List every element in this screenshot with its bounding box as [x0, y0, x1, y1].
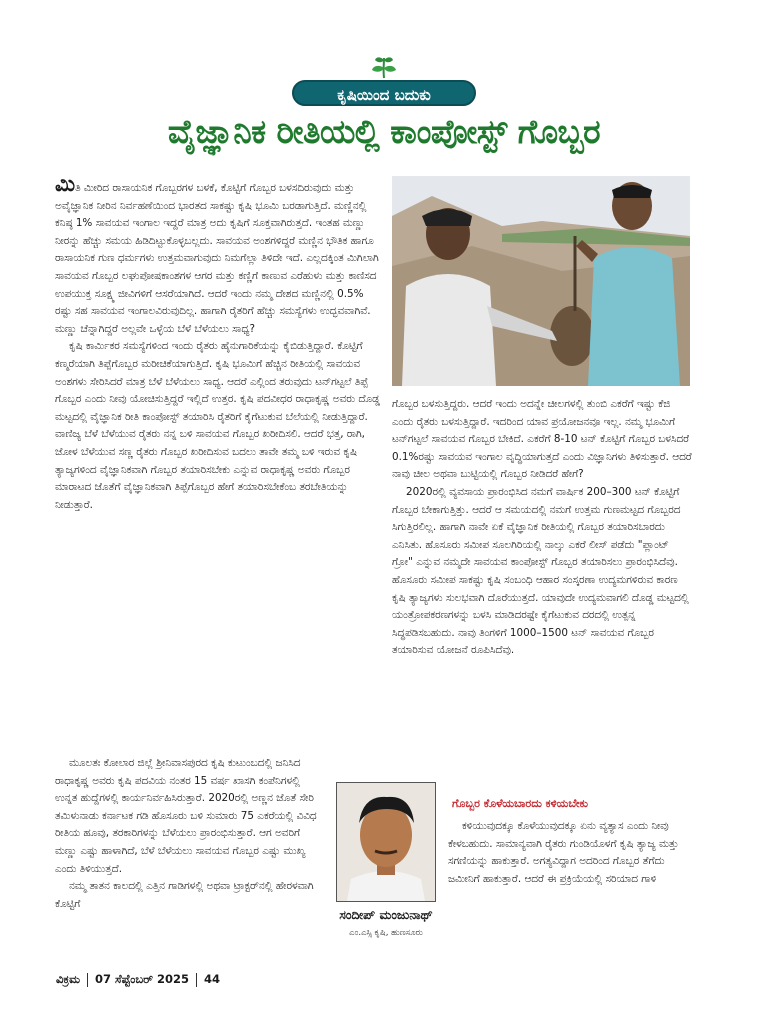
- article-paragraph: ಮೂಲತಃ ಕೋಲಾರ ಜಿಲ್ಲೆ ಶ್ರೀನಿವಾಸಪುರದ ಕೃಷಿ ಕುಟುಂಬದಲ್ಲಿ ಜನಿಸಿದ ರಾಧಾಕೃಷ್ಣ ಅವರು ಕೃಷಿ ಪದವಿಯ ನಂತರ 15 ವರ್ಷ ಖಾಸಗಿ ಕಂಪೆನಿಗಳಲ್ಲಿ ಉನ್ನತ ಹುದ್ದೆಗಳಲ್ಲಿ ಕಾರ್ಯನಿರ್ವಹಿಸಿರುತ್ತಾರೆ. 2020ರಲ್ಲಿ ಅಣ್ಣನ ಜೊತೆ ಸೇರಿ ತಮಿಳುನಾಡು ಕರ್ನಾಟಕ ಗಡಿ ಹೊಸೂರು ಬಳಿ ಸುಮಾರು 75 ಎಕರೆಯಲ್ಲಿ ವಿವಿಧ ರೀತಿಯ ಹೂವು, ತರಕಾರಿಗಳನ್ನು ಬೆಳೆಯಲು ಪ್ರಾರಂಭಿಸುತ್ತಾರೆ. ಆಗ ಅವರಿಗೆ ಮಣ್ಣು ಎಷ್ಟು ಹಾಳಾಗಿದೆ, ಬೆಳೆ ಬೆಳೆಯಲು ಸಾವಯವ ಗೊಬ್ಬರ ಎಷ್ಟು ಮುಖ್ಯ ಎಂದು ತಿಳಿಯುತ್ತದೆ.: [55, 757, 317, 875]
- article-paragraph: ಕೃಷಿ ಕಾರ್ಮಿಕರ ಸಮಸ್ಯೆಗಳಿಂದ ಇಂದು ರೈತರು ಹೈನುಗಾರಿಕೆಯನ್ನು ಕೈಬಿಡುತ್ತಿದ್ದಾರೆ. ಕೊಟ್ಟಿಗೆ ಕಣ್ಮರೆಯಾಗಿ ತಿಪ್ಪೆಗೊಬ್ಬರ ಮರೀಚಿಕೆಯಾಗುತ್ತಿದೆ. ಕೃಷಿ ಭೂಮಿಗೆ ಹೆಚ್ಚಿನ ರೀತಿಯಲ್ಲಿ ಸಾವಯವ ಅಂಶಗಳು ಸೇರಿಸಿದರೆ ಮಾತ್ರ ಬೆಳೆ ಬೆಳೆಯಲು ಸಾಧ್ಯ. ಆದರೆ ಎಲ್ಲಿಂದ ತರುವುದು ಟನ್‌ಗಟ್ಟಲೆ ತಿಪ್ಪೆ ಗೊಬ್ಬರ ಎಂದು ನೀವು ಯೋಚಿಸುತ್ತಿದ್ದರೆ ಇಲ್ಲಿದೆ ಉತ್ತರ. ಕೃಷಿ ಪದವೀಧರ ರಾಧಾಕೃಷ್ಣ ಅವರು ದೊಡ್ಡ ಮಟ್ಟದಲ್ಲಿ ವೈಜ್ಞಾನಿಕ ರೀತಿ ಕಾಂಪೋಸ್ಟ್ ತಯಾರಿಸಿ ರೈತರಿಗೆ ಕೈಗೆಟುಕುವ ಬೆಲೆಯಲ್ಲಿ ನೀಡುತ್ತಿದ್ದಾರೆ. ವಾಣಿಜ್ಯ ಬೆಳೆ ಬೆಳೆಯುವ ರೈತರು ನನ್ನ ಬಳಿ ಸಾವಯವ ಗೊಬ್ಬರ ಖರೀದಿಸಲಿ. ಆದರೆ ಭತ್ತ, ರಾಗಿ, ಜೋಳ ಬೆಳೆಯುವ ಸಣ್ಣ ರೈತರು ಗೊಬ್ಬರ ಖರೀದಿಸುವ ಬದಲು ತಾವೇ ತಮ್ಮ ಬಳಿ ಇರುವ ಕೃಷಿ ತ್ಯಾಜ್ಯಗಳಿಂದ ವೈಜ್ಞಾನಿಕವಾಗಿ ಗೊಬ್ಬರ ತಯಾರಿಸಬೇಕು ಎನ್ನುವ ರಾಧಾಕೃಷ್ಣ ಅವರು ಗೊಬ್ಬರ ಮಾರಾಟದ ಜೊತೆಗೆ ವೈಜ್ಞಾನಿಕವಾಗಿ ತಿಪ್ಪೆಗೊಬ್ಬರ ಹೇಗೆ ತಯಾರಿಸಬೇಕೆಂಬ ತರಬೇತಿಯನ್ನು ನೀಡುತ್ತಾರೆ.: [55, 340, 380, 511]
- article-right-column-bottom: [448, 818, 694, 888]
- page-number: 44: [204, 972, 221, 986]
- article-paragraph: ನಮ್ಮ ತಾತನ ಕಾಲದಲ್ಲಿ ಎತ್ತಿನ ಗಾಡಿಗಳಲ್ಲಿ ಅಥವಾ ಟ್ರಾಕ್ಟರ್‌ನಲ್ಲಿ ಹೇರಳವಾಗಿ ಕೊಟ್ಟಿಗೆ: [55, 880, 314, 910]
- footer-divider: [196, 973, 197, 987]
- magazine-name: ವಿಕ್ರಮ: [56, 972, 81, 986]
- article-right-column-top: [392, 396, 692, 660]
- footer-divider: [87, 973, 88, 987]
- farmers-image: [392, 176, 690, 386]
- drop-cap: ಮಿ: [55, 172, 76, 196]
- page-footer: [56, 972, 220, 987]
- section-badge: ಕೃಷಿಯಿಂದ ಬದುಕು: [292, 80, 476, 106]
- article-paragraph: ಮಿತಿ ಮೀರಿದ ರಾಸಾಯನಿಕ ಗೊಬ್ಬರಗಳ ಬಳಕೆ, ಕೊಟ್ಟಿಗೆ ಗೊಬ್ಬರ ಬಳಸದಿರುವುದು ಮತ್ತು ಅವೈಜ್ಞಾನಿಕ ನೀರಿನ ನಿರ್ವಹಣೆಯಿಂದ ಭಾರತದ ಸಾಕಷ್ಟು ಕೃಷಿ ಭೂಮಿ ಬರಡಾಗುತ್ತಿದೆ. ಮಣ್ಣಿನಲ್ಲಿ ಕನಿಷ್ಠ 1% ಸಾವಯವ ಇಂಗಾಲ ಇದ್ದರೆ ಮಾತ್ರ ಅದು ಕೃಷಿಗೆ ಸೂಕ್ತವಾಗಿರುತ್ತದೆ. ಇಂತಹ ಮಣ್ಣು ನೀರನ್ನು ಹೆಚ್ಚು ಸಮಯ ಹಿಡಿದಿಟ್ಟುಕೊಳ್ಳಬಲ್ಲದು. ಸಾವಯವ ಅಂಶಗಳಿದ್ದರೆ ಮಣ್ಣಿನ ಭೌತಿಕ ಹಾಗೂ ರಾಸಾಯನಿಕ ಗುಣ ಧರ್ಮಗಳು ಉತ್ತಮವಾಗುವುದು ನಿಮಗೆಲ್ಲಾ ತಿಳಿದೇ ಇದೆ. ಎಲ್ಲದಕ್ಕಿಂತ ಮಿಗಿಲಾಗಿ ಸಾವಯವ ಗೊಬ್ಬರ ಲಘುಪೋಷಕಾಂಶಗಳ ಆಗರ ಮತ್ತು ಕಣ್ಣಿಗೆ ಕಾಣುವ ಎರೆಹುಳು ಮತ್ತು ಕಾಣಿಸದ ಉಪಯುಕ್ತ ಸೂಕ್ಷ್ಮ ಜೀವಿಗಳಿಗೆ ಆಸರೆಯಾಗಿದೆ. ಆದರೆ ಇಂದು ನಮ್ಮ ದೇಶದ ಮಣ್ಣಿನಲ್ಲಿ 0.5% ರಷ್ಟು ಸಹ ಸಾವಯವ ಇಂಗಾಲವಿರುವುದಿಲ್ಲ. ಹಾಗಾಗಿ ರೈತರಿಗೆ ಹೆಚ್ಚು ಸಮಸ್ಯೆಗಳು ಉದ್ಭವವಾಗಿವೆ. ಮಣ್ಣು ಚೆನ್ನಾಗಿದ್ದರೆ ಅಲ್ಲವೇ ಒಳ್ಳೆಯ ಬೆಳೆ ಬೆಳೆಯಲು ಸಾಧ್ಯ?: [55, 172, 379, 335]
- article-paragraph: ಗೊಬ್ಬರ ಬಳಸುತ್ತಿದ್ದರು. ಆದರೆ ಇಂದು ಅದನ್ನೇ ಚೀಲಗಳಲ್ಲಿ ತುಂಬಿ ಎಕರೆಗೆ ಇಷ್ಟು ಕೆಜಿ ಎಂದು ರೈತರು ಬಳಸುತ್ತಿದ್ದಾರೆ. ಇದರಿಂದ ಯಾವ ಪ್ರಯೋಜನವೂ ಇಲ್ಲ. ನಮ್ಮ ಭೂಮಿಗೆ ಟನ್‌ಗಟ್ಟಲೆ ಸಾವಯವ ಗೊಬ್ಬರ ಬೇಕಿದೆ. ಎಕರೆಗೆ 8-10 ಟನ್ ಕೊಟ್ಟಿಗೆ ಗೊಬ್ಬರ ಬಳಸಿದರೆ 0.1%ರಷ್ಟು ಸಾವಯವ ಇಂಗಾಲ ವೃದ್ಧಿಯಾಗುತ್ತದೆ ಎಂದು ವಿಜ್ಞಾನಿಗಳು ತಿಳಿಸುತ್ತಾರೆ. ಆದರೆ ನಾವು ಚೀಲ ಅಥವಾ ಬುಟ್ಟಿಯಲ್ಲಿ ಗೊಬ್ಬರ ನೀಡಿದರೆ ಹೇಗೆ?: [392, 398, 692, 481]
- author-portrait: [336, 782, 436, 902]
- article-paragraph: 2020ರಲ್ಲಿ ವ್ಯವಸಾಯ ಪ್ರಾರಂಭಿಸಿದ ನಮಗೆ ವಾರ್ಷಿಕ 200–300 ಟನ್ ಕೊಟ್ಟಿಗೆ ಗೊಬ್ಬರ ಬೇಕಾಗುತ್ತಿತ್ತು. ಆದರೆ ಆ ಸಮಯದಲ್ಲಿ ನಮಗೆ ಉತ್ತಮ ಗುಣಮಟ್ಟದ ಗೊಬ್ಬರದ ಸಿಗುತ್ತಿರಲಿಲ್ಲ. ಹಾಗಾಗಿ ನಾವೇ ಏಕೆ ವೈಜ್ಞಾನಿಕ ರೀತಿಯಲ್ಲಿ ಗೊಬ್ಬರ ತಯಾರಿಸಬಾರದು ಎನಿಸಿತು. ಹೊಸೂರು ಸಮೀಪ ಸೂಲಗಿರಿಯಲ್ಲಿ ನಾಲ್ಕು ಎಕರೆ ಲೀಸ್ ಪಡೆದು "ಪ್ಲಾಂಟ್ ಗ್ರೋ" ಎನ್ನುವ ನಮ್ಮದೇ ಸಾವಯವ ಕಾಂಪೋಸ್ಟ್ ಗೊಬ್ಬರ ತಯಾರಿಸಲು ಪ್ರಾರಂಭಿಸಿದೆವು. ಹೊಸೂರು ಸಮೀಪ ಸಾಕಷ್ಟು ಕೃಷಿ ಸಂಬಂಧಿ ಆಹಾರ ಸಂಸ್ಕರಣಾ ಉದ್ಯಮಗಳಿರುವ ಕಾರಣ ಕೃಷಿ ತ್ಯಾಜ್ಯಗಳು ಸುಲಭವಾಗಿ ದೊರೆಯುತ್ತದೆ. ಯಾವುದೇ ಉದ್ಯಮವಾಗಲಿ ದೊಡ್ಡ ಮಟ್ಟದಲ್ಲಿ ಯಂತ್ರೋಪಕರಣಗಳನ್ನು ಬಳಸಿ ಮಾಡಿದರಷ್ಟೇ ಕೈಗೆಟುಕುವ ದರದಲ್ಲಿ ಉತ್ಪನ್ನ ಸಿದ್ಧಪಡಿಸಬಹುದು. ನಾವು ತಿಂಗಳಿಗೆ 1000–1500 ಟನ್ ಸಾವಯವ ಗೊಬ್ಬರ ತಯಾರಿಸುವ ಯೋಜನೆ ರೂಪಿಸಿದೆವು.: [392, 485, 689, 657]
- article-paragraph: ಕಳಿಯುವುದಕ್ಕೂ ಕೊಳೆಯುವುದಕ್ಕೂ ಏನು ವ್ಯತ್ಯಾಸ ಎಂದು ನೀವು ಕೇಳಬಹುದು. ಸಾಮಾನ್ಯವಾಗಿ ರೈತರು ಗುಂಡಿಯೊಳಗೆ ಕೃಷಿ ತ್ಯಾಜ್ಯ ಮತ್ತು ಸಗಣಿಯನ್ನು ಹಾಕುತ್ತಾರೆ. ಅಗತ್ಯವಿದ್ದಾಗ ಅದರಿಂದ ಗೊಬ್ಬರ ತೆಗೆದು ಜಮೀನಿಗೆ ಹಾಕುತ್ತಾರೆ. ಆದರೆ ಈ ಪ್ರಕ್ರಿಯೆಯಲ್ಲಿ ಸರಿಯಾದ ಗಾಳಿ: [448, 820, 679, 885]
- article-left-column-top: [55, 172, 381, 514]
- issue-date: 07 ಸೆಪ್ಟೆಂಬರ್ 2025: [95, 972, 189, 986]
- page-title: ವೈಜ್ಞಾನಿಕ ರೀತಿಯಲ್ಲಿ ಕಾಂಪೋಸ್ಟ್ ಗೊಬ್ಬರ: [167, 112, 601, 151]
- author-credential: ಎಂ.ಎಸ್ಸಿ ಕೃಷಿ, ಹುಣಸೂರು: [349, 928, 423, 938]
- author-photo: [337, 783, 435, 901]
- compost-photo: [392, 176, 690, 386]
- author-name: ಸಂದೀಪ್ ಮಂಜುನಾಥ್: [339, 907, 433, 922]
- section-subheading: ಗೊಬ್ಬರ ಕೊಳೆಯಬಾರದು ಕಳಿಯಬೇಕು: [452, 797, 588, 810]
- leaf-sprout-icon: [368, 54, 400, 80]
- article-left-column-bottom: [55, 755, 325, 913]
